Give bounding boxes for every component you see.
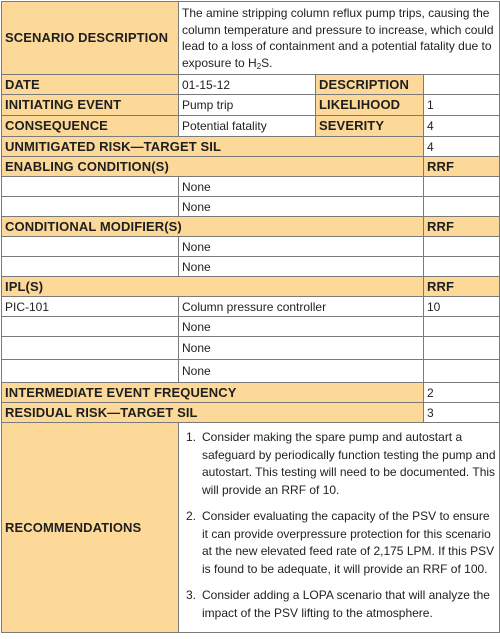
- initiating-event-value: Pump trip: [179, 95, 316, 116]
- residual-risk-value: 3: [424, 403, 500, 423]
- date-row: [2, 75, 500, 95]
- residual-risk-label: RESIDUAL RISK—TARGET SIL: [2, 403, 424, 423]
- ipl-rrf: 10: [424, 297, 500, 317]
- ipl-rrf-label: RRF: [424, 277, 500, 297]
- consequence-label: CONSEQUENCE: [2, 116, 179, 137]
- ipl-id: [2, 317, 179, 337]
- conditional-rrf-cell: [424, 257, 500, 277]
- ipl-row: [2, 337, 500, 360]
- severity-value: 4: [424, 116, 500, 137]
- initiating-event-label: INITIATING EVENT: [2, 95, 179, 116]
- ipl-row: [2, 317, 500, 337]
- recommendation-item: Consider adding a LOPA scenario that will analyze the impact of the PSV lifting to the atmosphere.: [202, 588, 490, 620]
- conditional-modifiers-label: CONDITIONAL MODIFIER(S): [2, 217, 424, 237]
- enabling-text: None: [179, 197, 424, 217]
- scenario-row: [2, 2, 500, 75]
- scenario-description-label: SCENARIO DESCRIPTION: [2, 2, 179, 75]
- ipl-row: [2, 297, 500, 317]
- intermediate-frequency-row: [2, 383, 500, 403]
- ipl-id: [2, 360, 179, 383]
- ipl-rrf: [424, 337, 500, 360]
- conditional-text: None: [179, 257, 424, 277]
- enabling-row: [2, 197, 500, 217]
- date-value: 01-15-12: [179, 75, 316, 95]
- conditional-id-cell: [2, 237, 179, 257]
- recommendations-cell: [179, 423, 500, 633]
- recommendation-item: Consider making the spare pump and autostart a safeguard by periodically function testing the pump and autostart. This testing will need to be documented. This will provide an RRF of 10.: [202, 430, 496, 497]
- consequence-value: Potential fatality: [179, 116, 316, 137]
- lopa-worksheet-table: [1, 1, 500, 633]
- enabling-conditions-label: ENABLING CONDITION(S): [2, 157, 424, 177]
- ipl-text: Column pressure controller: [179, 297, 424, 317]
- enabling-text: None: [179, 177, 424, 197]
- recommendations-row: [2, 423, 500, 633]
- enabling-id-cell: [2, 177, 179, 197]
- ipl-text: None: [179, 317, 424, 337]
- initiating-event-row: [2, 95, 500, 116]
- enabling-rrf-cell: [424, 177, 500, 197]
- conditional-header-row: [2, 217, 500, 237]
- intermediate-frequency-label: INTERMEDIATE EVENT FREQUENCY: [2, 383, 424, 403]
- conditional-id-cell: [2, 257, 179, 277]
- ipl-text: None: [179, 360, 424, 383]
- intermediate-frequency-value: 2: [424, 383, 500, 403]
- unmitigated-risk-label: UNMITIGATED RISK—TARGET SIL: [2, 137, 424, 157]
- recommendations-label: RECOMMENDATIONS: [2, 423, 179, 633]
- likelihood-label: LIKELIHOOD: [316, 95, 424, 116]
- conditional-rrf-cell: [424, 237, 500, 257]
- ipl-header-row: [2, 277, 500, 297]
- severity-label: SEVERITY: [316, 116, 424, 137]
- recommendations-list: [182, 429, 496, 622]
- description-label: DESCRIPTION: [316, 75, 424, 95]
- conditional-text: None: [179, 237, 424, 257]
- consequence-row: [2, 116, 500, 137]
- date-label: DATE: [2, 75, 179, 95]
- conditional-row: [2, 257, 500, 277]
- likelihood-value: 1: [424, 95, 500, 116]
- scenario-description-text: The amine stripping column reflux pump trips, causing the column temperature and pressure to increase, which could lead to a loss of containment and a potential fatality due to exposure to $H_2S$.: [179, 2, 500, 75]
- residual-risk-row: [2, 403, 500, 423]
- unmitigated-risk-row: [2, 137, 500, 157]
- conditional-row: [2, 237, 500, 257]
- enabling-rrf-label: RRF: [424, 157, 500, 177]
- ipl-rrf: [424, 360, 500, 383]
- unmitigated-risk-value: 4: [424, 137, 500, 157]
- ipl-row: [2, 360, 500, 383]
- description-value: [424, 75, 500, 95]
- ipl-rrf: [424, 317, 500, 337]
- recommendation-item: Consider evaluating the capacity of the PSV to ensure it can provide overpressure protection for this scenario at the new elevated feed rate of 2,175 LPM. If this PSV is found to be adequate, it will provide an RRF of 100.: [202, 509, 495, 576]
- conditional-rrf-label: RRF: [424, 217, 500, 237]
- ipl-label: IPL(S): [2, 277, 424, 297]
- ipl-text: None: [179, 337, 424, 360]
- ipl-id: [2, 337, 179, 360]
- enabling-row: [2, 177, 500, 197]
- enabling-header-row: [2, 157, 500, 177]
- enabling-rrf-cell: [424, 197, 500, 217]
- ipl-id: PIC-101: [2, 297, 179, 317]
- enabling-id-cell: [2, 197, 179, 217]
